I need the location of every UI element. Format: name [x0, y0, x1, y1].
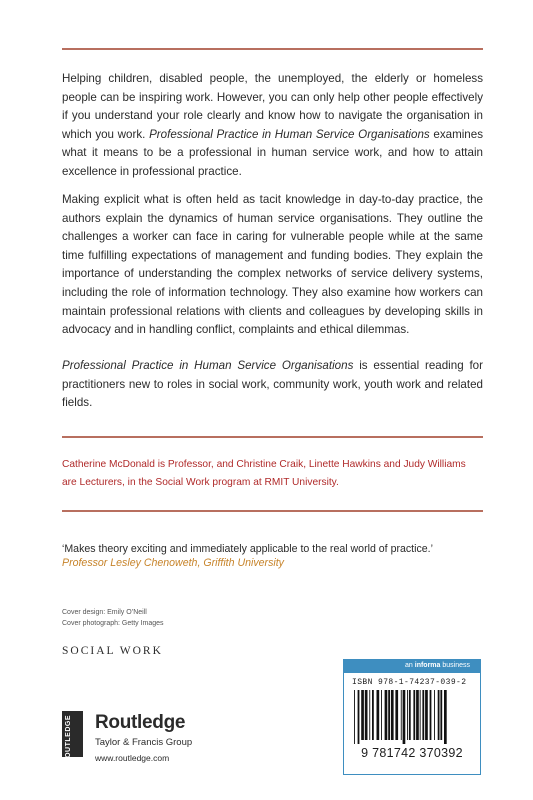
- barcode-bar: [391, 690, 394, 740]
- barcode-bar: [430, 690, 432, 740]
- barcode-bar: [444, 690, 447, 744]
- blurb-paragraph-3: [62, 357, 483, 413]
- isbn-label: ISBN 978-1-74237-039-2: [352, 678, 467, 687]
- barcode-bar: [434, 690, 435, 740]
- barcode-bar: [425, 690, 428, 740]
- blurb-p1-text-b: examines what it means to be a professional in human service work, and how to attain excellence in professional practice.: [62, 127, 483, 178]
- blurb-paragraph-1: [62, 70, 483, 182]
- informa-prefix: an: [405, 662, 415, 669]
- barcode-bar: [369, 690, 370, 740]
- subject-category: SOCIAL WORK: [62, 645, 163, 657]
- lower-divider: [62, 510, 483, 512]
- top-divider: [62, 48, 483, 50]
- barcode-bar: [416, 690, 419, 740]
- routledge-logo-text: ROUTLEDGE: [65, 715, 72, 764]
- barcode-digits: 9 781742 370392: [361, 746, 463, 760]
- barcode-bar: [354, 690, 355, 744]
- barcode-bar: [388, 690, 390, 740]
- blurb-p1-text-a: Helping children, disabled people, the unemployed, the elderly or homeless people can be inspiring work. However, you can only help other people effectively if you understand your role clearly and know how to navigate the organisation in which you work.: [62, 72, 483, 141]
- barcode-bar: [372, 690, 374, 740]
- barcode-bar: [440, 690, 442, 740]
- barcode-bar: [413, 690, 415, 740]
- blurb-paragraph-2: Making explicit what is often held as tacit knowledge in day-to-day practice, the authors explain the dynamics of human service organisations. They outline the challenges a worker can face in caring for vulnerable people while at the same time fulfilling expectations of management and funding bodies. They explain the importance of understanding the complex networks of service delivery systems, including the role of information technology. They also examine how workers can maintain professional relations with clients and colleagues by developing skills in advocacy and in handling conflict, complaints and ethical dilemmas.: [62, 193, 483, 337]
- informa-banner: [343, 659, 480, 673]
- routledge-logo-icon: [62, 711, 83, 764]
- barcode-bar: [422, 690, 424, 740]
- barcode-bar: [438, 690, 440, 740]
- barcode-bar: [385, 690, 388, 740]
- barcode-bar: [381, 690, 382, 740]
- blurb-p3-book-title: Professional Practice in Human Service Organisations: [62, 359, 354, 372]
- barcode-bar: [358, 690, 360, 744]
- publisher-name: Routledge: [95, 712, 186, 733]
- barcode-bar: [395, 690, 398, 740]
- barcode-bar: [401, 690, 402, 740]
- blurb-p1-book-title: Professional Practice in Human Service Organisations: [149, 127, 430, 141]
- blurb-p3-text: is essential reading for practitioners new to roles in social work, community work, youth work and related fields.: [62, 359, 483, 410]
- barcode-bar: [409, 690, 411, 740]
- barcode-icon: [352, 690, 472, 744]
- endorsement-quote: ‘Makes theory exciting and immediately applicable to the real world of practice.’: [62, 543, 433, 555]
- author-note: Catherine McDonald is Professor, and Christine Craik, Linette Hawkins and Judy Williams are Lecturers, in the Social Work program at RMIT University.: [62, 459, 466, 488]
- publisher-group: Taylor & Francis Group: [95, 737, 193, 748]
- endorsement-source: Professor Lesley Chenoweth, Griffith University: [62, 557, 284, 569]
- informa-brand: informa: [414, 662, 441, 669]
- barcode-bar: [365, 690, 368, 740]
- cover-design-credit: Cover design: Emily O’Neill: [62, 609, 147, 616]
- barcode-bar: [361, 690, 364, 740]
- informa-suffix: business: [440, 662, 470, 669]
- barcode-bar: [377, 690, 380, 740]
- cover-photo-credit: Cover photograph: Getty Images: [62, 620, 164, 627]
- barcode-bar: [407, 690, 408, 740]
- publisher-url: www.routledge.com: [95, 753, 170, 763]
- barcode-bar: [403, 690, 406, 744]
- barcode-bar: [420, 690, 421, 740]
- middle-divider: [62, 436, 483, 438]
